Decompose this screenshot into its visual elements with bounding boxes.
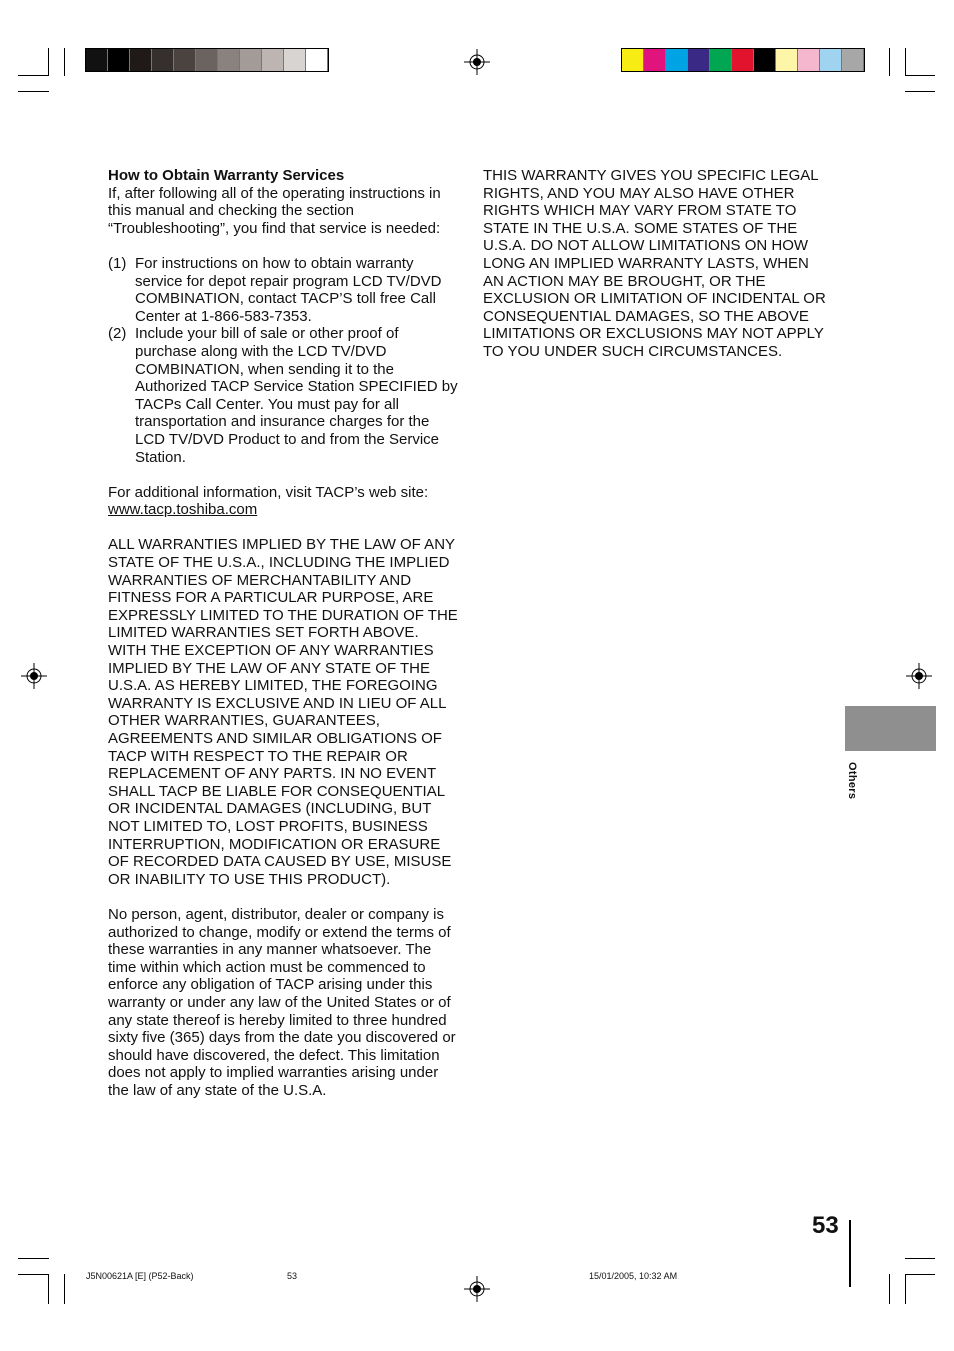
crop-mark bbox=[905, 1274, 935, 1275]
calibration-patch bbox=[306, 49, 328, 71]
grayscale-calibration-strip bbox=[85, 48, 329, 72]
side-tab-label: Others bbox=[846, 762, 858, 800]
calibration-patch bbox=[776, 49, 798, 71]
section-heading: How to Obtain Warranty Services bbox=[108, 167, 345, 184]
crop-mark bbox=[905, 1258, 935, 1259]
color-calibration-strip bbox=[621, 48, 865, 72]
calibration-patch bbox=[842, 49, 864, 71]
list-text: Include your bill of sale or other proof of purchase along with the LCD TV/DVD COMBINATION, when sending it to the Authorized TACP Service Station SPECIFIED by TACPs Call Center. You must pay for all transportation and insurance charges for the LCD TV/DVD Product to and from the Service Station. bbox=[135, 325, 458, 466]
calibration-patch bbox=[622, 49, 644, 71]
section-side-tab bbox=[845, 706, 936, 751]
right-column bbox=[483, 167, 830, 361]
page-number: 53 bbox=[812, 1212, 839, 1239]
calibration-patch bbox=[732, 49, 754, 71]
calibration-patch bbox=[820, 49, 842, 71]
crop-mark bbox=[905, 75, 935, 76]
intro-paragraph: If, after following all of the operating instructions in this manual and checking the section “Troubleshooting”, you find that service is needed: bbox=[108, 184, 441, 237]
crop-mark bbox=[18, 1258, 49, 1259]
calibration-patch bbox=[284, 49, 306, 71]
calibration-patch bbox=[196, 49, 218, 71]
crop-mark bbox=[905, 48, 906, 76]
footer-timestamp: 15/01/2005, 10:32 AM bbox=[589, 1271, 678, 1281]
no-person-paragraph: No person, agent, distributor, dealer or company is authorized to change, modify or extend the terms of these warranties in any manner whatsoever. The time within which action must be commenced to enforce any obligation of TACP arising under this warranty or under any law of the United States or of any state thereof is hereby limited to three hundred sixty five (365) days from the date you discovered or should have discovered, the defect. This limitation does not apply to implied warranties arising under the law of any state of the U.S.A. bbox=[108, 905, 456, 1099]
crop-mark bbox=[905, 91, 935, 92]
registration-mark-icon bbox=[464, 1276, 490, 1302]
calibration-patch bbox=[86, 49, 108, 71]
calibration-patch bbox=[666, 49, 688, 71]
crop-mark bbox=[18, 75, 49, 76]
left-column bbox=[108, 167, 460, 1099]
calibration-patch bbox=[108, 49, 130, 71]
crop-mark bbox=[64, 48, 65, 76]
calibration-patch bbox=[130, 49, 152, 71]
registration-mark-icon bbox=[21, 663, 47, 689]
crop-mark bbox=[48, 48, 49, 76]
crop-mark bbox=[889, 1274, 890, 1304]
list-number: (1) bbox=[108, 254, 127, 272]
legal-rights-paragraph: THIS WARRANTY GIVES YOU SPECIFIC LEGAL RIGHTS, AND YOU MAY ALSO HAVE OTHER RIGHTS WHICH MAY VARY FROM STATE TO STATE IN THE U.S.A. SOME STATES OF THE U.S.A. DO NOT ALLOW LIMITATIONS ON HOW LONG AN IMPLIED WARRANTY LASTS, WHEN AN ACTION MAY BE BROUGHT, OR THE EXCLUSION OR LIMITATION OF INCIDENTAL OR CONSEQUENTIAL DAMAGES, SO THE ABOVE LIMITATIONS OR EXCLUSIONS MAY NOT APPLY TO YOU UNDER SUCH CIRCUMSTANCES. bbox=[483, 167, 826, 360]
crop-mark bbox=[905, 1274, 906, 1304]
website-link[interactable]: www.tacp.toshiba.com bbox=[108, 501, 258, 519]
list-text: For instructions on how to obtain warranty service for depot repair program LCD TV/DVD COMBINATION, contact TACP’S toll free Call Center at 1-866-583-7353. bbox=[135, 254, 442, 325]
crop-mark bbox=[18, 1274, 49, 1275]
registration-mark-icon bbox=[906, 663, 932, 689]
crop-mark bbox=[18, 91, 49, 92]
calibration-patch bbox=[262, 49, 284, 71]
crop-mark bbox=[64, 1274, 65, 1304]
list-number: (2) bbox=[108, 325, 127, 343]
calibration-patch bbox=[240, 49, 262, 71]
footer-file-name: J5N00621A [E] (P52-Back) bbox=[86, 1271, 194, 1281]
calibration-patch bbox=[754, 49, 776, 71]
crop-mark bbox=[889, 48, 890, 76]
footer-page: 53 bbox=[287, 1271, 298, 1281]
crop-mark bbox=[48, 1274, 49, 1304]
list-item bbox=[108, 255, 460, 325]
calibration-patch bbox=[644, 49, 666, 71]
calibration-patch bbox=[218, 49, 240, 71]
registration-mark-icon bbox=[464, 49, 490, 75]
page-number-rule bbox=[849, 1220, 851, 1287]
list-item bbox=[108, 325, 460, 466]
additional-info-text: For additional information, visit TACP’s web site: bbox=[108, 483, 429, 501]
calibration-patch bbox=[798, 49, 820, 71]
calibration-patch bbox=[152, 49, 174, 71]
calibration-patch bbox=[710, 49, 732, 71]
implied-warranties-paragraph: ALL WARRANTIES IMPLIED BY THE LAW OF ANY STATE OF THE U.S.A., INCLUDING THE IMPLIED WARRANTIES OF MERCHANTABILITY AND FITNESS FOR A PARTICULAR PURPOSE, ARE EXPRESSLY LIMITED TO THE DURATION OF THE LIMITED WARRANTIES SET FORTH ABOVE. WITH THE EXCEPTION OF ANY WARRANTIES IMPLIED BY THE LAW OF ANY STATE OF THE U.S.A. AS HEREBY LIMITED, THE FOREGOING WARRANTY IS EXCLUSIVE AND IN LIEU OF ALL OTHER WARRANTIES, GUARANTEES, AGREEMENTS AND SIMILAR OBLIGATIONS OF TACP WITH RESPECT TO THE REPAIR OR REPLACEMENT OF ANY PARTS. IN NO EVENT SHALL TACP BE LIABLE FOR CONSEQUENTIAL OR INCIDENTAL DAMAGES (INCLUDING, BUT NOT LIMITED TO, LOST PROFITS, BUSINESS INTERRUPTION, MODIFICATION OR ERASURE OF RECORDED DATA CAUSED BY USE, MISUSE OR INABILITY TO USE THIS PRODUCT). bbox=[108, 536, 458, 888]
calibration-patch bbox=[688, 49, 710, 71]
calibration-patch bbox=[174, 49, 196, 71]
